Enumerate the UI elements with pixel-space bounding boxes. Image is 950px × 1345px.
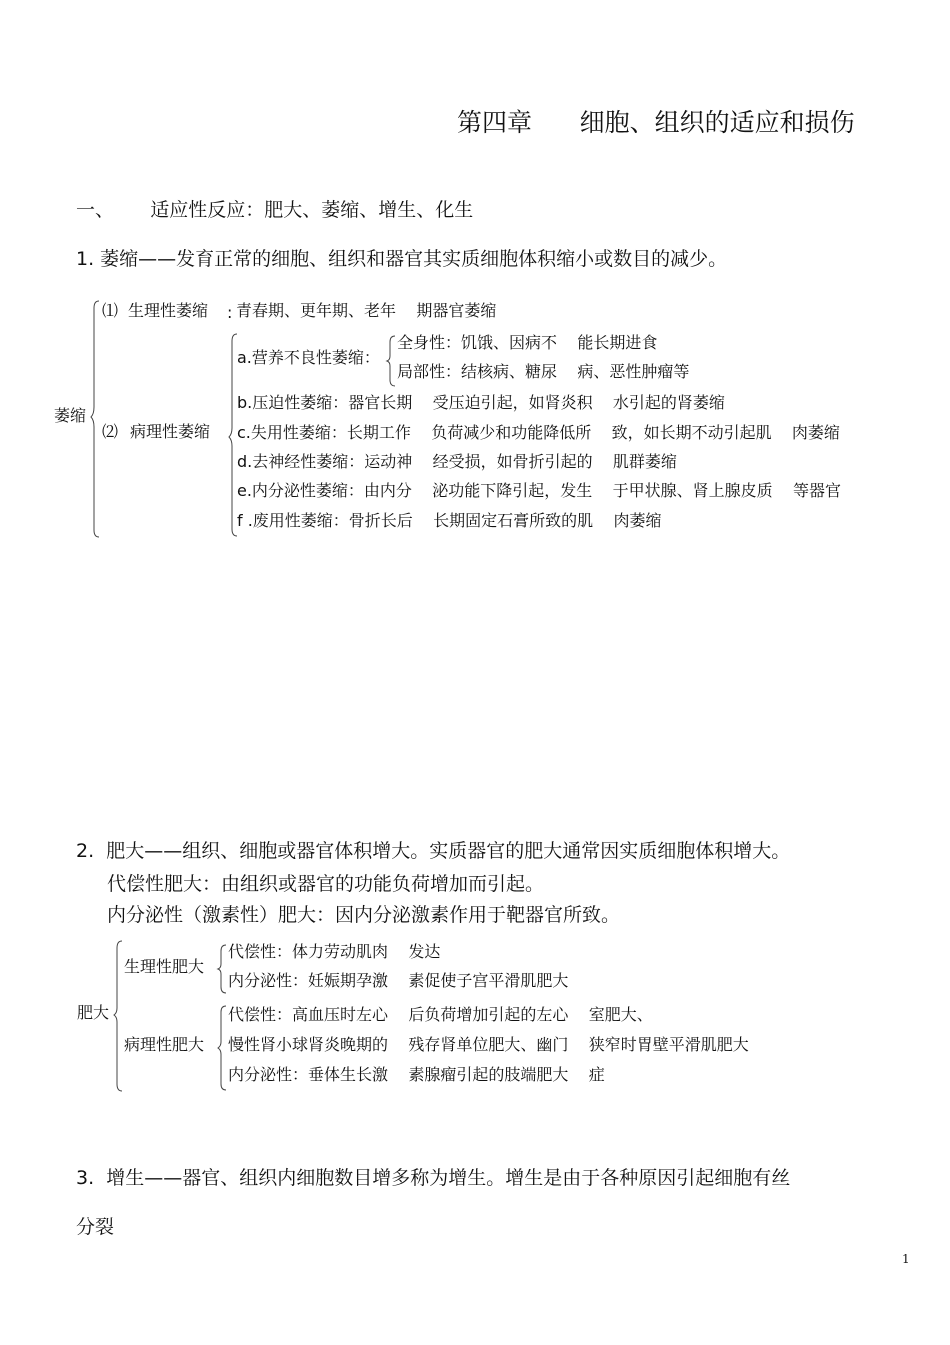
section-heading: 一、 适应性反应：肥大、萎缩、增生、化生 [76,199,474,221]
chapter-title: 第四章 细胞、组织的适应和损伤 [457,108,855,137]
local-atrophy: 局部性：结核病、糖尿 病、恶性肿瘤等 [397,362,690,381]
physio-atrophy-desc: 青春期、更年期、老年 期器官萎缩 [236,301,497,320]
hyperplasia-heading-continued: 分裂 [76,1216,115,1238]
systemic-atrophy: 全身性：饥饿、因病不 能长期进食 [397,333,658,352]
physio-endocrine-hypertrophy: 内分泌性：妊娠期孕激 素促使子宫平滑肌肥大 [228,971,569,990]
compensatory-hypertrophy-definition: 代偿性肥大：由组织或器官的功能负荷增加而引起。 [107,873,545,895]
patho-compensatory-hypertrophy-2: 慢性肾小球肾炎晚期的 残存肾单位肥大、幽门 狭窄时胃壁平滑肌肥大 [228,1035,749,1054]
atrophy-heading: 1. 萎缩——发育正常的细胞、组织和器官其实质细胞体积缩小或数目的减少。 [76,248,728,270]
physio-hypertrophy-brace [218,944,228,994]
physio-atrophy-number: ⑴ [102,301,119,320]
patho-hypertrophy-brace [218,1005,228,1091]
physio-atrophy-label: 生理性萎缩 [128,301,209,320]
malnutrition-atrophy-label: a.营养不良性萎缩： [237,348,380,367]
atrophy-root-label: 萎缩 [54,406,87,425]
endocrine-hypertrophy-definition: 内分泌性（激素性）肥大：因内分泌激素作用于靶器官所致。 [107,904,621,926]
disuse-atrophy: c.失用性萎缩：长期工作 负荷减少和功能降低所 致，如长期不动引起肌 肉萎缩 [237,423,840,442]
patho-compensatory-hypertrophy-1: 代偿性：高血压时左心 后负荷增加引起的左心 室肥大、 [228,1005,653,1024]
page-number: 1 [902,1252,910,1266]
malnutrition-brace [387,335,397,387]
physio-compensatory-hypertrophy: 代偿性：体力劳动肌肉 发达 [228,942,441,961]
hypertrophy-brace [114,940,124,1092]
pressure-atrophy: b.压迫性萎缩：器官长期 受压迫引起，如肾炎积 水引起的肾萎缩 [237,393,725,412]
patho-endocrine-hypertrophy: 内分泌性：垂体生长激 素腺瘤引起的肢端肥大 症 [228,1065,605,1084]
atrophy-brace [91,300,101,538]
hypertrophy-root-label: 肥大 [77,1003,110,1022]
physio-hypertrophy-label: 生理性肥大 [124,957,205,976]
patho-atrophy-label: 病理性萎缩 [130,422,211,441]
endocrine-atrophy: e.内分泌性萎缩：由内分 泌功能下降引起，发生 于甲状腺、肾上腺皮质 等器官 [237,481,841,500]
patho-hypertrophy-label: 病理性肥大 [124,1035,205,1054]
hyperplasia-heading: 3. 增生——器官、组织内细胞数目增多称为增生。增生是由于各种原因引起细胞有丝 [76,1167,791,1189]
wasting-atrophy: f .废用性萎缩：骨折长后 长期固定石膏所致的肌 肉萎缩 [237,511,662,530]
hypertrophy-heading: 2. 肥大——组织、细胞或器官体积增大。实质器官的肥大通常因实质细胞体积增大。 [76,840,791,862]
physio-atrophy-colon: : [227,303,233,322]
denervation-atrophy: d.去神经性萎缩：运动神 经受损，如骨折引起的 肌群萎缩 [237,452,677,471]
patho-atrophy-number: ⑵ [102,422,119,441]
